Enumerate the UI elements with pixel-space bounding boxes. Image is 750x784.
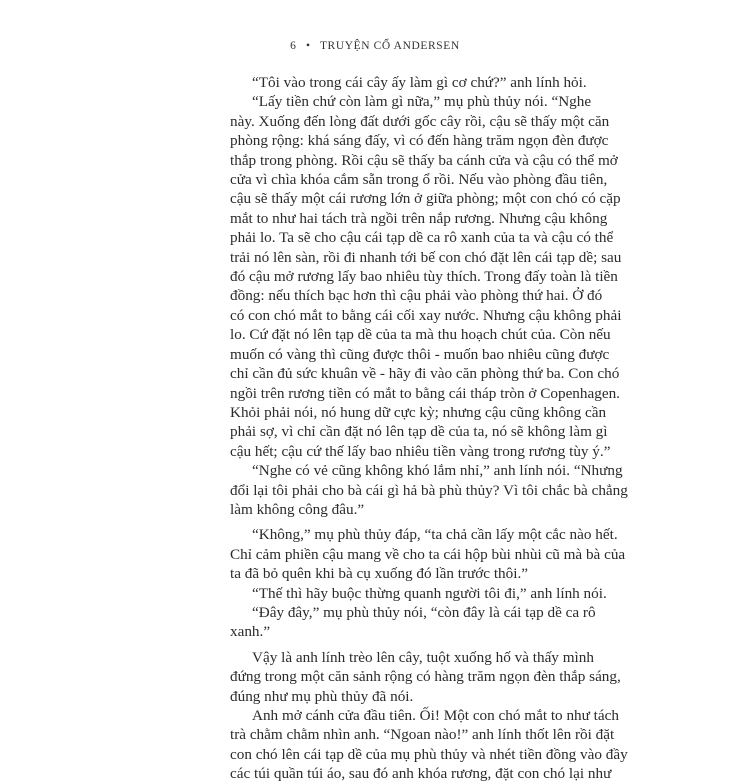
text-line: Khỏi phải nói, nó hung dữ cực kỳ; nhưng cậu cũng không cần (230, 403, 607, 421)
text-line: ngồi trên rương tiền có mắt to bằng cái tháp tròn ở Copenhagen. (230, 384, 620, 402)
text-line: con chó lên cái tạp dề của mụ phù thủy và nhét tiền đồng vào đầy (230, 745, 628, 763)
text-line: chỉ cần đủ sức khuân về - hãy đi vào căn phòng thứ ba. Con chó (230, 365, 620, 383)
text-line: đó cậu mở rương lấy bao nhiêu tùy thích. Trong đấy toàn là tiền (230, 268, 618, 286)
text-line: phòng rộng: khá sáng đấy, vì có đến hàng trăm ngọn đèn được (230, 132, 609, 150)
paragraph (230, 525, 626, 583)
text-line: “Đây đây,” mụ phù thủy nói, “còn đây là cái tạp dề ca rô (252, 603, 596, 621)
paragraph (230, 92, 622, 461)
text-line: cậu sẽ thấy một cái rương lớn ở giữa phòng; một con chó có cặp (230, 190, 621, 208)
text-line: “Nghe có vẻ cũng không khó lắm nhỉ,” anh lính nói. “Nhưng (252, 462, 623, 480)
paragraph (230, 706, 628, 784)
text-line: “Thế thì hãy buộc thừng quanh người tôi đi,” anh lính nói. (252, 584, 607, 602)
page-number: 6 (290, 40, 297, 52)
text-line: xanh.” (230, 623, 271, 641)
paragraph (230, 584, 607, 603)
paragraph (230, 73, 587, 92)
text-line: muốn có vàng thì cũng được thôi - muốn bao nhiêu cũng được (230, 345, 610, 363)
text-line: có con chó mắt to bằng cái cối xay nước. Nhưng cậu không phải (230, 306, 622, 324)
text-line: đồng: nếu thích bạc hơn thì cậu phải vào phòng thứ hai. Ở đó (230, 287, 603, 305)
text-line: “Không,” mụ phù thủy đáp, “ta chả cần lấy một cắc nào hết. (252, 526, 618, 544)
text-line: đứng trong một căn sảnh rộng có hàng trăm ngọn đèn thắp sáng, (230, 668, 621, 686)
text-line: trà chằm chằm nhìn anh. “Ngoan nào!” anh lính thốt lên rồi đặt (230, 726, 615, 744)
text-line: Anh mở cánh cửa đầu tiên. Ối! Một con chó mắt to như tách (252, 707, 619, 724)
text-line: thắp trong phòng. Rồi cậu sẽ thấy ba cánh cửa và cậu có thể mở (230, 151, 618, 169)
text-line: ta đã bỏ quên khi bà cụ xuống đó lần trước thôi.” (230, 565, 529, 583)
text-line: phải sợ, vì chỉ cần đặt nó lên tạp dề của ta, nó sẽ không làm gì (230, 423, 608, 441)
paragraph (230, 461, 628, 519)
text-line: mắt to như hai tách trà ngồi trên nắp rương. Nhưng cậu không (230, 209, 608, 227)
text-line: phải lo. Ta sẽ cho cậu cái tạp dề ca rô xanh của ta và cậu có thể (230, 229, 614, 247)
text-line: “Lấy tiền chứ còn làm gì nữa,” mụ phù thủy nói. “Nghe (252, 93, 592, 111)
text-line: đổi lại tôi phải cho bà cái gì hả bà phù thủy? Vì tôi chắc bà chẳng (230, 481, 628, 499)
text-line: đúng như mụ phù thủy đã nói. (230, 687, 414, 705)
text-line: các túi quần túi áo, sau đó anh khóa rương, đặt con chó lại như (230, 765, 612, 783)
text-line: lo. Cứ đặt nó lên tạp dề của ta mà thu hoạch chút của. Còn nếu (230, 326, 611, 344)
text-line: cửa vì chìa khóa cắm sẵn trong ổ rồi. Nếu vào phòng đầu tiên, (230, 171, 608, 189)
header-separator: • (306, 40, 311, 52)
running-header (0, 40, 750, 52)
text-line: này. Xuống đến lòng đất dưới gốc cây rồi, cậu sẽ thấy một căn (230, 112, 610, 130)
text-line: Vậy là anh lính trèo lên cây, tuột xuống hố và thấy mình (252, 648, 594, 666)
text-line: làm không công đâu.” (230, 500, 365, 518)
text-line: trải nó lên sàn, rồi đi nhanh tới bế con chó đặt lên cái tạp dề; sau (230, 248, 622, 266)
text-line: Chỉ cảm phiền cậu mang về cho ta cái hộp bùi nhùi cũ mà bà của (230, 545, 626, 563)
text-line: cậu hết; cậu cứ thế lấy bao nhiêu tiền vàng trong rương tùy ý.” (230, 442, 611, 460)
paragraph (230, 603, 596, 642)
body-text (230, 73, 628, 784)
text-line: “Tôi vào trong cái cây ấy làm gì cơ chứ?” anh lính hỏi. (252, 74, 587, 91)
paragraph (230, 648, 621, 706)
book-title: TRUYỆN CỔ ANDERSEN (319, 40, 460, 52)
